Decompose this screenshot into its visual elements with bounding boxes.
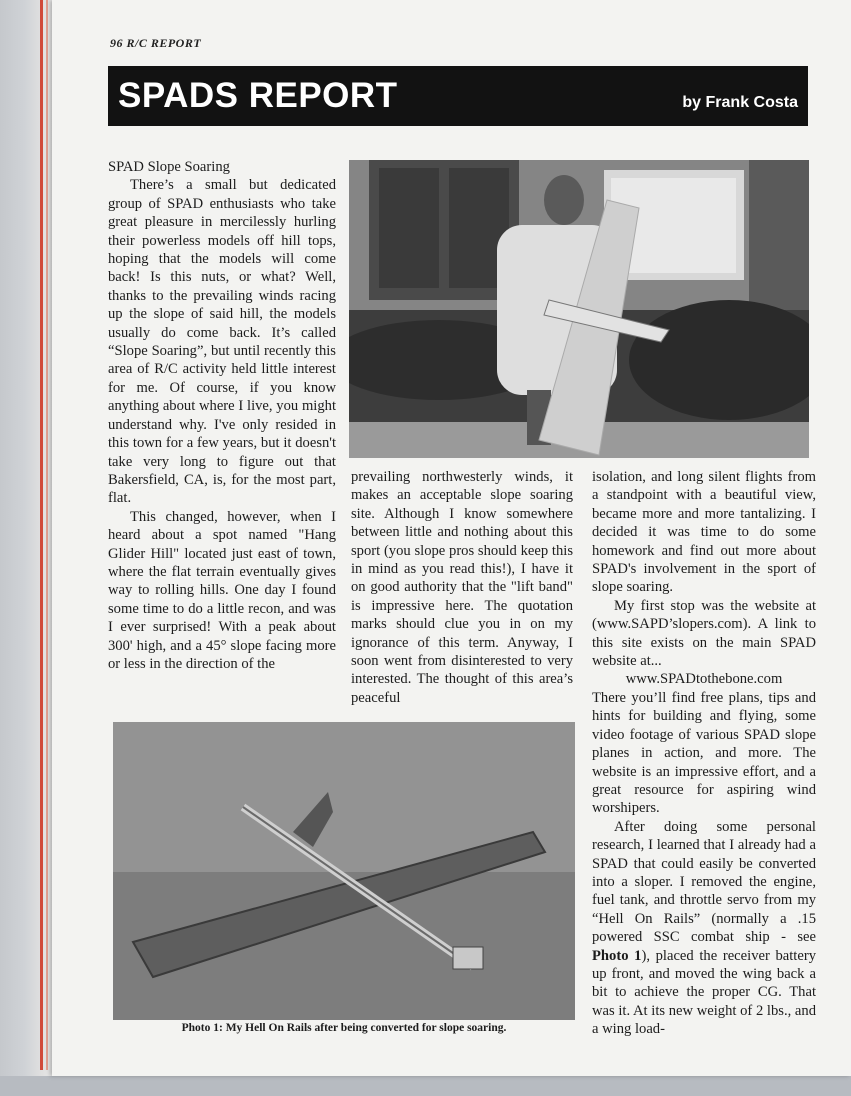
running-head: 96 R/C REPORT [110, 36, 202, 50]
text-column-1 [108, 158, 336, 673]
paragraph: There’s a small but dedicated group of SPAD enthusiasts who take great pleasure in mercilessly hurling their powerless models off hill tops, hoping that the models will come back! Is this nuts, or what? Well, thanks to the prevailing winds racing up the slope of said hill, the models usually do come back. It’s called “Slope Soaring”, but until recently this area of R/C activity held little interest for me. Of course, if you know anything about where I live, you might understand why. I've only resided in this town for a few years, but it doesn't take very long to figure out that Bakersfield, CA, is, for the most part, flat. [108, 177, 336, 507]
page-edge [46, 0, 48, 1070]
website-url: www.SPADtothebone.com [625, 671, 783, 688]
page-title: SPADS REPORT [118, 76, 398, 115]
section-heading: SPAD Slope Soaring [108, 159, 230, 175]
paragraph: My first stop was the website at (www.SAPD’slopers.com). A link to this site exists on the main SPAD website at... [592, 597, 816, 670]
paragraph: There you’ll find free plans, tips and hints for building and flying, some video footage of various SPAD slope planes in action, and more. The website is an impressive effort, and a great resource for aspiring wind worshipers. [592, 689, 816, 817]
paragraph-text: After doing some personal research, I learned that I already had a SPAD that could easily be converted into a sloper. I removed the engine, fuel tank, and throttle servo from my “Hell On Rails” (normally a .15 powered SSC combat ship - see [592, 818, 816, 946]
paragraph: This changed, however, when I heard about a spot named "Hang Glider Hill" located just east of town, where the flat terrain eventually gives way to rolling hills. One day I found some time to do a little recon, and was I ever surprised! With a peak about 300' high, and a 45° slope facing more or less in the direction of the [108, 508, 336, 672]
text-column-3 [592, 468, 816, 1039]
book-spine [0, 0, 60, 1096]
photo-caption: Photo 1: My Hell On Rails after being converted for slope soaring. [181, 1022, 507, 1034]
scanner-background [0, 1076, 851, 1096]
paragraph-text: ), placed the receiver battery up front, and moved the wing back a bit to achieve the proper CG. That was it. At its new weight of 2 lbs., and a wing load- [592, 947, 817, 1038]
photo-man-holding-glider [349, 160, 809, 458]
paragraph [592, 818, 816, 1039]
photo-reference: Photo 1 [592, 947, 642, 964]
photo-glider-on-grass [113, 722, 575, 1020]
page-edge [40, 0, 43, 1070]
title-banner [108, 66, 808, 126]
paragraph: isolation, and long silent flights from a standpoint with a beautiful view, became more and more tantalizing. I decided it was time to do some homework and find out more about SPAD's involvement in the sport of slope soaring. [592, 469, 816, 596]
paragraph: prevailing northwesterly winds, it makes an acceptable slope soaring site. Although I know somewhere between little and nothing about this sport (you slope pros should keep this in mind as you read this!), I have it on good authority that the "lift band" is impressive here. The quotation marks should clue you in on my ignorance of this term. Anyway, I soon went from disinterested to very interested. The thought of this area’s peaceful [351, 469, 573, 706]
byline: by Frank Costa [682, 94, 798, 111]
text-column-2 [351, 468, 573, 707]
